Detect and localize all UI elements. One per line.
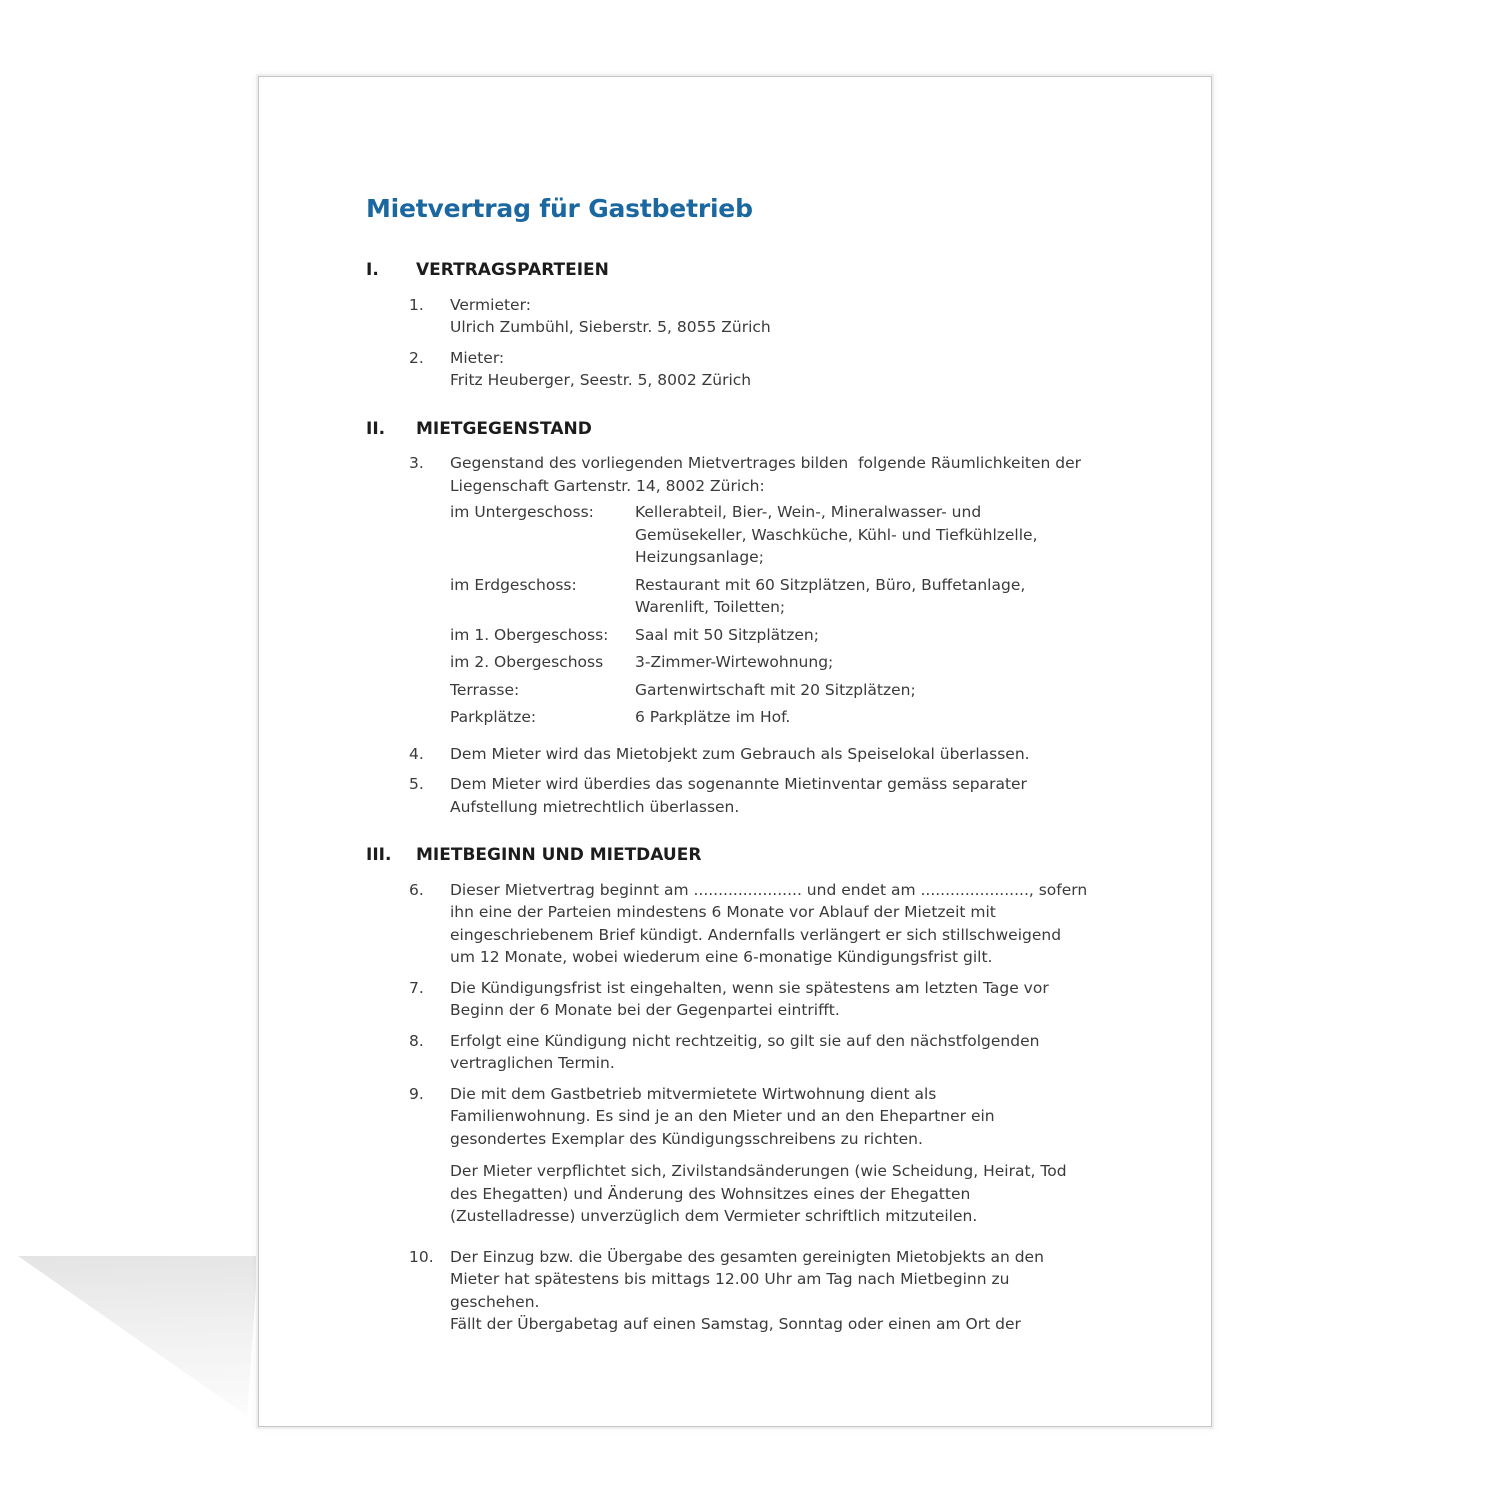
section-title: MIETBEGINN UND MIETDAUER: [416, 845, 702, 865]
sections-container: [366, 259, 1155, 1336]
definition-term: im 1. Obergeschoss:: [450, 625, 609, 644]
text-line: Mieter:: [450, 348, 505, 367]
text-line: Liegenschaft Gartenstr. 14, 8002 Zürich:: [450, 476, 765, 495]
section-title: MIETGEGENSTAND: [416, 418, 592, 439]
text-line: um 12 Monate, wobei wiederum eine 6-monatige Kündigungsfrist gilt.: [450, 948, 993, 966]
list-item: [366, 773, 1155, 818]
text-line: Kellerabteil, Bier-, Wein-, Mineralwasser- und: [635, 503, 982, 521]
item-number: 9.: [409, 1084, 424, 1103]
contract-section: [366, 418, 1155, 819]
definition-description: [635, 501, 1038, 569]
paragraph: [450, 452, 1081, 497]
section-title: VERTRAGSPARTEIEN: [416, 260, 609, 280]
definition-description: [635, 624, 819, 647]
definition-term: im 2. Obergeschoss: [450, 653, 604, 671]
item-number: 10.: [409, 1247, 434, 1266]
contract-section: [366, 259, 1155, 392]
paragraph: [450, 879, 1087, 969]
definition-row: [450, 574, 1081, 619]
section-heading: [366, 844, 1155, 867]
list-item: [366, 977, 1155, 1022]
text-line: ihn eine der Parteien mindestens 6 Monate vor Ablauf der Mietzeit mit: [450, 903, 996, 921]
text-line: geschehen.: [450, 1292, 540, 1311]
item-number: 7.: [409, 978, 424, 997]
paragraph: [450, 1030, 1039, 1075]
item-text: [450, 773, 1027, 818]
list-item: [366, 1246, 1155, 1336]
item-number: 8.: [409, 1031, 424, 1050]
text-line: Gegenstand des vorliegenden Mietvertrages bilden folgende Räumlichkeiten der: [450, 454, 1082, 472]
text-line: Dem Mieter wird überdies das sogenannte Mietinventar gemäss separater: [450, 775, 1027, 793]
list-item: [366, 743, 1155, 766]
item-text: [450, 1030, 1039, 1075]
definition-list: [450, 501, 1081, 729]
paragraph: [450, 743, 1030, 766]
definition-term: Terrasse:: [450, 680, 520, 699]
paragraph: [450, 347, 751, 392]
section-numeral: III.: [366, 845, 392, 865]
definition-description: [635, 574, 1025, 619]
item-number: 3.: [409, 454, 424, 472]
text-line: Dem Mieter wird das Mietobjekt zum Gebrauch als Speiselokal überlassen.: [450, 744, 1030, 763]
definition-row: [450, 501, 1081, 569]
paragraph: [450, 294, 771, 339]
section-numeral: I.: [366, 260, 379, 280]
item-text: [450, 879, 1087, 969]
list-item: [366, 1030, 1155, 1075]
text-line: 6 Parkplätze im Hof.: [635, 708, 791, 726]
item-text: [450, 294, 771, 339]
page-curl-shadow: [18, 1256, 258, 1416]
text-line: Beginn der 6 Monate bei der Gegenpartei eintrifft.: [450, 1001, 840, 1019]
text-line: gesondertes Exemplar des Kündigungsschreibens zu richten.: [450, 1129, 923, 1148]
definition-row: [450, 624, 1081, 647]
text-line: Gartenwirtschaft mit 20 Sitzplätzen;: [635, 680, 916, 699]
text-line: Erfolgt eine Kündigung nicht rechtzeitig, so gilt sie auf den nächstfolgenden: [450, 1031, 1040, 1050]
text-line: eingeschriebenem Brief kündigt. Andernfalls verlängert er sich stillschweigend: [450, 925, 1062, 944]
item-number: 6.: [409, 880, 424, 899]
text-line: Der Mieter verpflichtet sich, Zivilstandsänderungen (wie Scheidung, Heirat, Tod: [450, 1162, 1067, 1180]
text-line: Der Einzug bzw. die Übergabe des gesamten gereinigten Mietobjekts an den: [450, 1247, 1044, 1266]
list-item: [366, 347, 1155, 392]
section-heading: [366, 418, 1155, 441]
section-heading: [366, 259, 1155, 282]
item-number: 5.: [409, 775, 424, 793]
text-line: Die mit dem Gastbetrieb mitvermietete Wirtwohnung dient als: [450, 1084, 937, 1103]
text-line: Saal mit 50 Sitzplätzen;: [635, 625, 819, 644]
text-line: Dieser Mietvertrag beginnt am ...................... und endet am ......................, sofern: [450, 880, 1088, 899]
definition-description: [635, 706, 790, 729]
text-line: Restaurant mit 60 Sitzplätzen, Büro, Buffetanlage,: [635, 575, 1026, 594]
item-text: [450, 347, 751, 392]
text-line: Familienwohnung. Es sind je an den Mieter und an den Ehepartner ein: [450, 1107, 995, 1125]
item-number: 1.: [409, 295, 424, 314]
list-item: [366, 294, 1155, 339]
definition-description: [635, 651, 833, 674]
text-line: 3-Zimmer-Wirtewohnung;: [635, 653, 834, 671]
text-line: des Ehegatten) und Änderung des Wohnsitzes eines der Ehegatten: [450, 1184, 971, 1203]
text-line: Warenlift, Toiletten;: [635, 598, 786, 616]
text-line: Ulrich Zumbühl, Sieberstr. 5, 8055 Zürich: [450, 318, 771, 336]
paragraph: [450, 1246, 1044, 1336]
list-item: [366, 879, 1155, 969]
text-line: Die Kündigungsfrist ist eingehalten, wenn sie spätestens am letzten Tage vor: [450, 978, 1049, 997]
definition-description: [635, 679, 916, 702]
text-line: Fällt der Übergabetag auf einen Samstag, Sonntag oder einen am Ort der: [450, 1315, 1021, 1333]
text-line: Vermieter:: [450, 295, 531, 314]
text-line: Fritz Heuberger, Seestr. 5, 8002 Zürich: [450, 371, 752, 389]
text-line: Gemüsekeller, Waschküche, Kühl- und Tiefkühlzelle,: [635, 525, 1038, 544]
paragraph: [450, 977, 1049, 1022]
definition-term: Parkplätze:: [450, 708, 537, 726]
document-page: [258, 76, 1212, 1427]
text-line: vertraglichen Termin.: [450, 1054, 615, 1072]
item-number: 4.: [409, 744, 424, 763]
item-text: [450, 1246, 1044, 1336]
section-numeral: II.: [366, 418, 386, 439]
definition-row: [450, 651, 1081, 674]
document-title: Mietvertrag für Gastbetrieb: [366, 194, 753, 223]
definition-term: im Untergeschoss:: [450, 503, 594, 521]
list-item: [366, 452, 1155, 735]
paragraph: [450, 773, 1027, 818]
definition-term: im Erdgeschoss:: [450, 575, 577, 594]
text-line: (Zustelladresse) unverzüglich dem Vermieter schriftlich mitzuteilen.: [450, 1207, 978, 1225]
item-text: [450, 977, 1049, 1022]
definition-row: [450, 706, 1081, 729]
definition-row: [450, 679, 1081, 702]
item-text: [450, 743, 1030, 766]
text-line: Aufstellung mietrechtlich überlassen.: [450, 797, 740, 816]
paragraph: [450, 1083, 1067, 1151]
paragraph: [450, 1160, 1067, 1228]
list-item: [366, 1083, 1155, 1228]
text-line: Heizungsanlage;: [635, 548, 764, 566]
item-text: [450, 1083, 1067, 1228]
item-number: 2.: [409, 348, 424, 367]
text-line: Mieter hat spätestens bis mittags 12.00 Uhr am Tag nach Mietbeginn zu: [450, 1270, 1010, 1288]
contract-section: [366, 844, 1155, 1336]
item-text: [450, 452, 1081, 735]
